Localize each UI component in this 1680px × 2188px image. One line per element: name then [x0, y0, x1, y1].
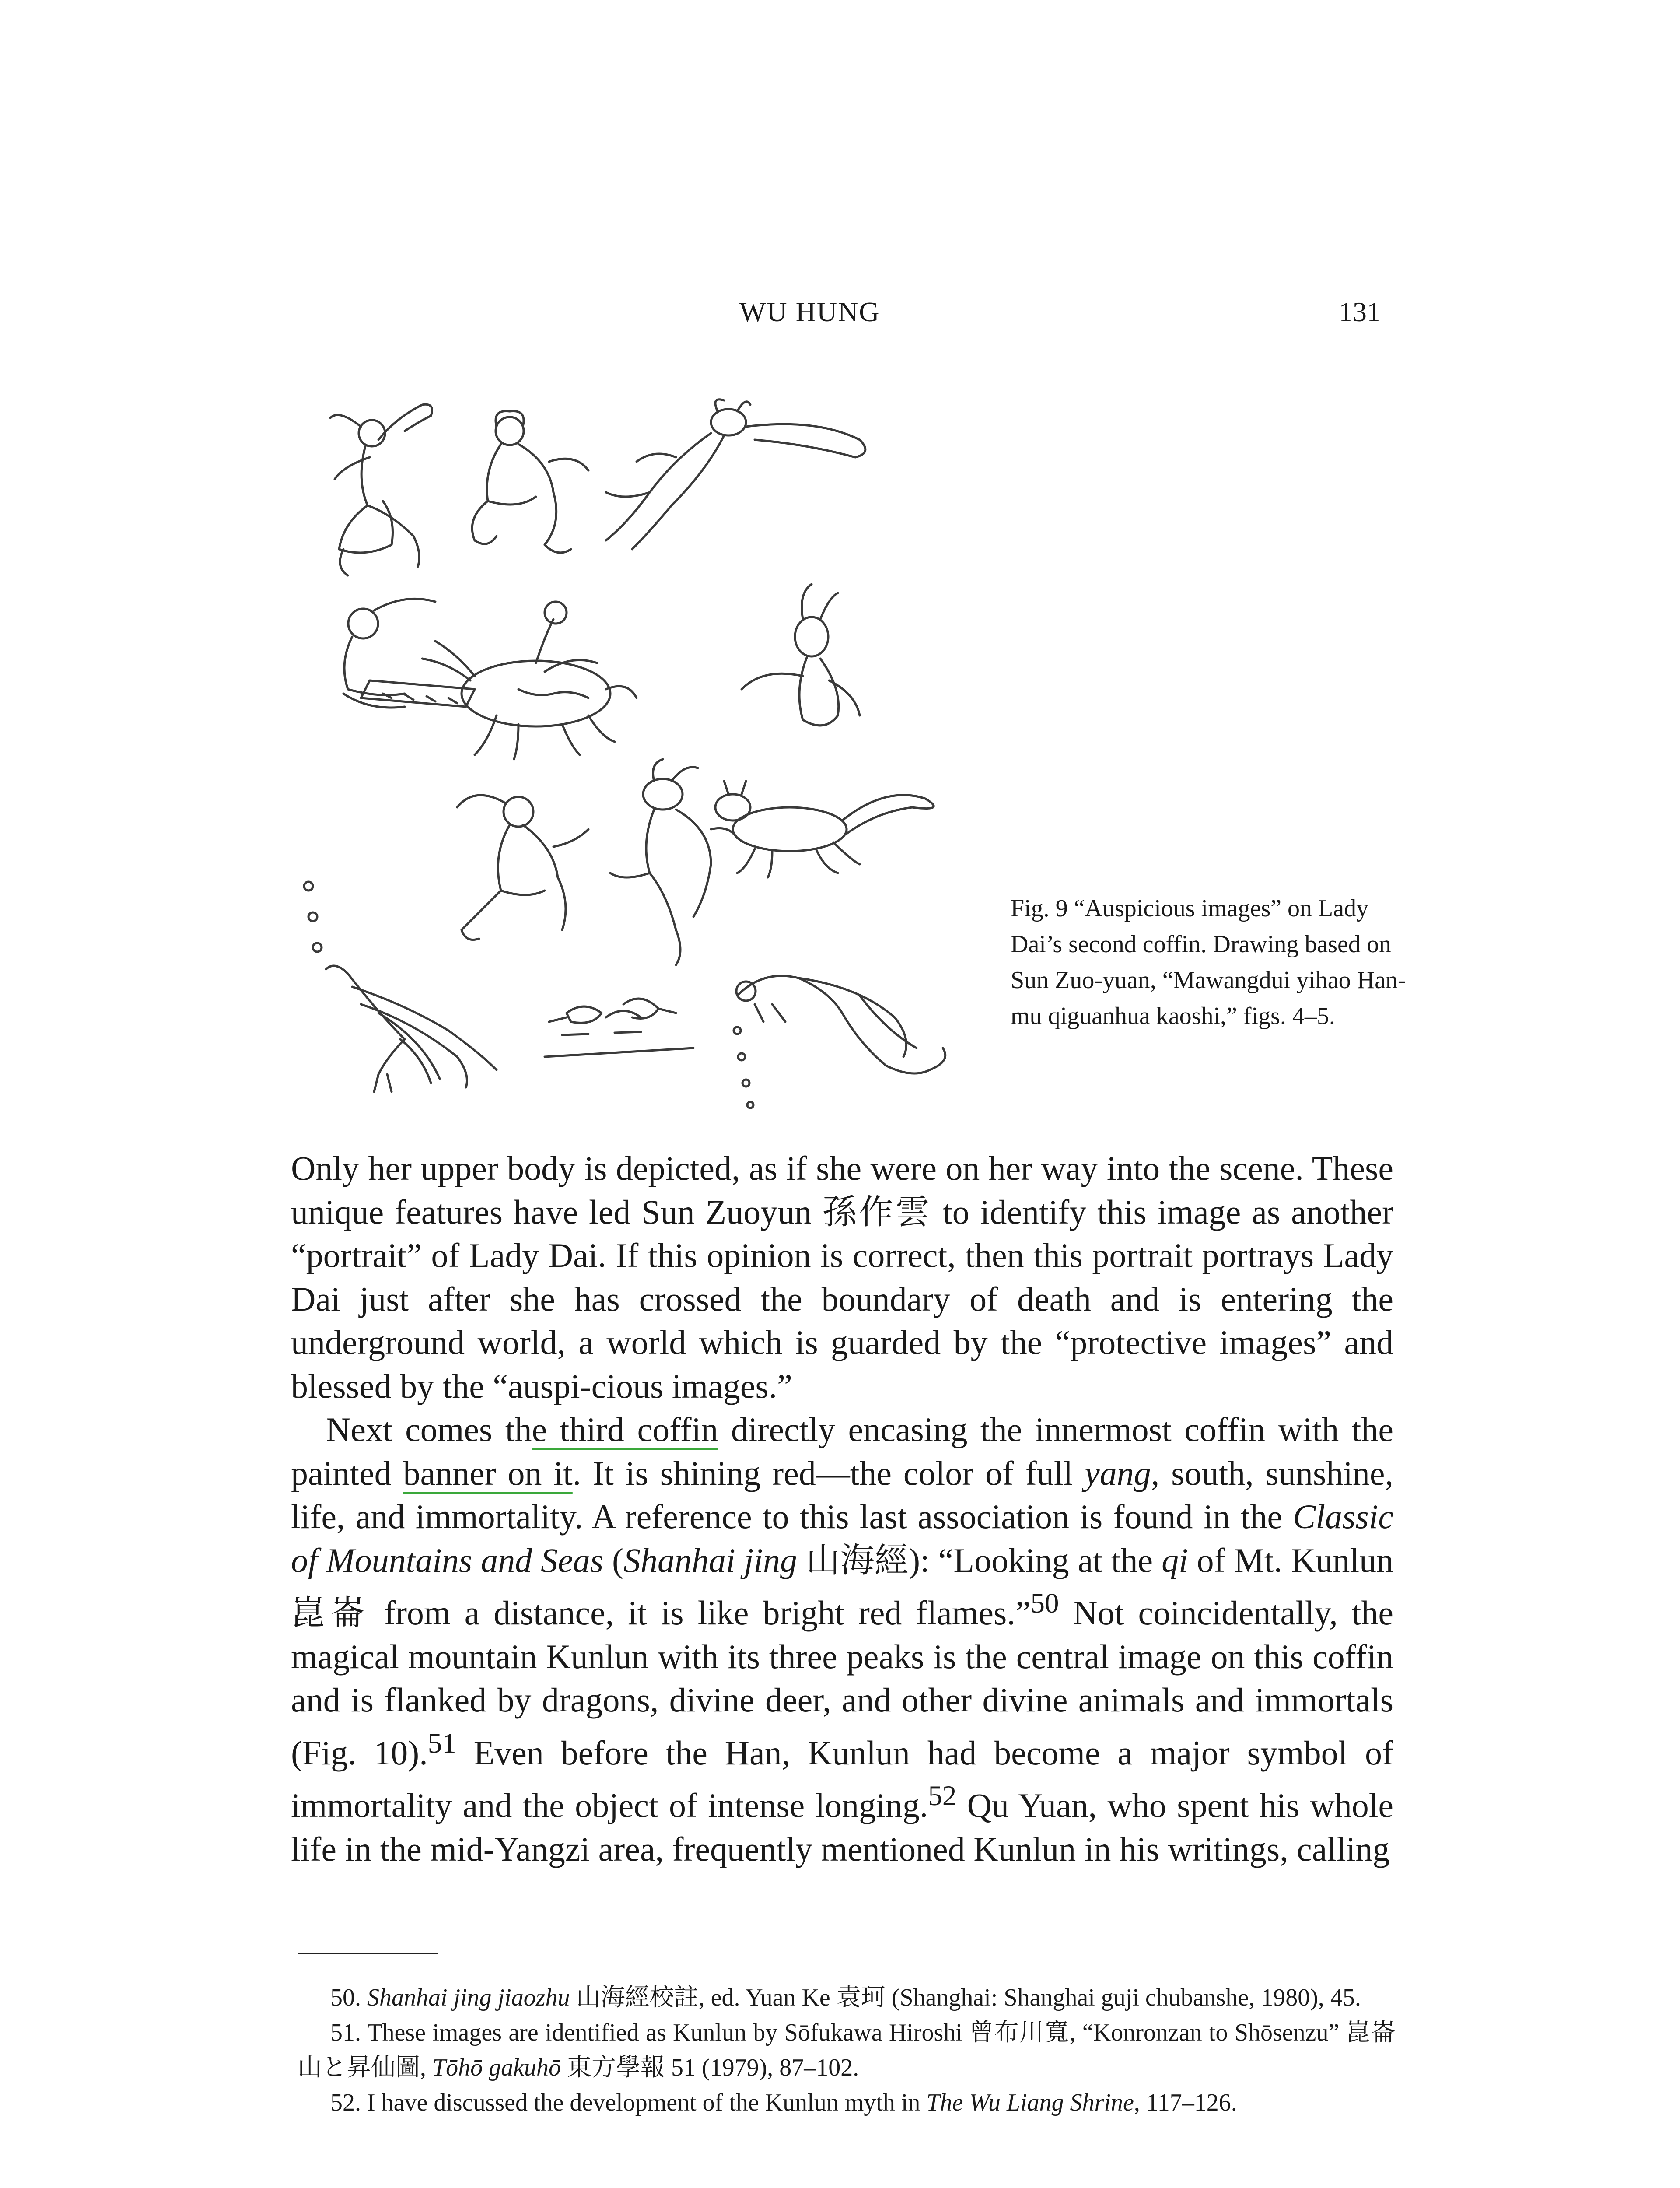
- figure-phoenix-left: [304, 882, 497, 1092]
- footnote-ref-50[interactable]: 50: [1030, 1588, 1059, 1619]
- italic-title: Shanhai jing: [623, 1541, 797, 1579]
- figure-small-birds: [545, 999, 693, 1057]
- underlined-annotation: e third coffin: [532, 1410, 718, 1448]
- footnote-ref-51[interactable]: 51: [427, 1727, 456, 1759]
- figure-caption: Fig. 9 “Auspicious images” on Lady Dai’s second coffin. Drawing based on Sun Zuo-yuan, “Mawangdui yihao Han-mu qiguanhua kaoshi,” figs. 4–5.: [1011, 895, 1406, 1030]
- footnote-ref-52[interactable]: 52: [928, 1780, 957, 1812]
- text-run: of Mt. Kunlun 崑崙 from a distance, it is like bright red flames.”: [291, 1541, 1394, 1632]
- figure-running-spirit: [457, 795, 588, 940]
- figure-deer-headed-spirit: [742, 584, 860, 726]
- figure-rider-on-beast: [422, 602, 637, 759]
- text-run: 東方學報 51 (1979), 87–102.: [561, 2054, 859, 2081]
- figure-auspicious-images: [291, 392, 973, 1109]
- figure-leaping-spirit: [610, 759, 737, 965]
- figure-running-feline: [715, 781, 934, 877]
- text-run: , 117–126.: [1134, 2089, 1237, 2116]
- footnote-number: 52.: [330, 2089, 361, 2116]
- italic-term: yang: [1085, 1454, 1151, 1492]
- running-head-author: WU HUNG: [739, 296, 880, 327]
- body-text: [291, 1147, 1393, 1871]
- text-run: Not coincidentally, the magical mountain Kunlun with its three peaks is the central image on this coffin and is flanked by dragons, divine deer, and other divine animals and immortals (Fig. 10).: [291, 1594, 1393, 1772]
- figure-dancing-immortal: [330, 404, 432, 575]
- paragraph-2: [291, 1408, 1393, 1871]
- italic-term: qi: [1162, 1541, 1188, 1579]
- text-run: I have discussed the development of the Kunlun myth in: [361, 2089, 927, 2116]
- underlined-annotation: banner on it: [403, 1454, 573, 1492]
- text-run: Next comes th: [326, 1410, 532, 1448]
- text-run: 山海經校註, ed. Yuan Ke 袁珂 (Shanghai: Shanghai guji chubanshe, 1980), 45.: [570, 1984, 1361, 2011]
- figure-flying-deer-spirit: [606, 400, 865, 549]
- text-run: Even before the Han, Kunlun had become a major symbol of immortality and the object of intense longing.: [291, 1733, 1394, 1824]
- italic-title: Classic of Mountains and Seas: [291, 1497, 1393, 1579]
- italic-title: Tōhō gakuhō: [432, 2054, 561, 2081]
- text-run: These images are identified as Kunlun by Sōfukawa Hiroshi 曾布川寬, “Konronzan to Shōsenzu” 崑崙山と昇仙圖,: [298, 2019, 1396, 2081]
- italic-title: Shanhai jing jiaozhu: [367, 1984, 570, 2011]
- line-drawing-illustration: [291, 392, 973, 1109]
- footnotes: [298, 1980, 1396, 2120]
- figure-beast-rider: [472, 411, 588, 553]
- footnote-number: 51.: [330, 2019, 361, 2046]
- figure-qin-player: [343, 599, 475, 708]
- page-number: 131: [1339, 296, 1381, 327]
- figure-phoenix-right: [734, 976, 945, 1108]
- text-run: 山海經): “Looking at the: [797, 1541, 1162, 1579]
- text-run: Qu Yuan, who spent his whole life in the mid-Yangzi area, frequently mentioned Kunlun in his writings, calling: [291, 1786, 1393, 1868]
- text-run: . It is shining red—the color of full: [572, 1454, 1085, 1492]
- footnote-rule: [298, 1953, 438, 1954]
- footnote-51: [298, 2015, 1396, 2085]
- text-run: , south, sunshine, life, and immortality. A reference to this last association is found in the: [291, 1454, 1393, 1536]
- footnote-52: [298, 2085, 1396, 2120]
- footnote-number: 50.: [330, 1984, 361, 2011]
- italic-title: The Wu Liang Shrine: [926, 2089, 1134, 2116]
- text-run: directly encasing the innermost coffin with the painted: [291, 1410, 1393, 1492]
- footnote-50: [298, 1980, 1396, 2015]
- text-run: (: [603, 1541, 624, 1579]
- paragraph-1: Only her upper body is depicted, as if she were on her way into the scene. These unique features have led Sun Zuoyun 孫作雲 to identify this image as another “portrait” of Lady Dai. If this opinion is correct, then this portrait portrays Lady Dai just after she has crossed the boundary of death and is entering the underground world, a world which is guarded by the “protective images” and blessed by the “auspi-cious images.”: [291, 1149, 1393, 1405]
